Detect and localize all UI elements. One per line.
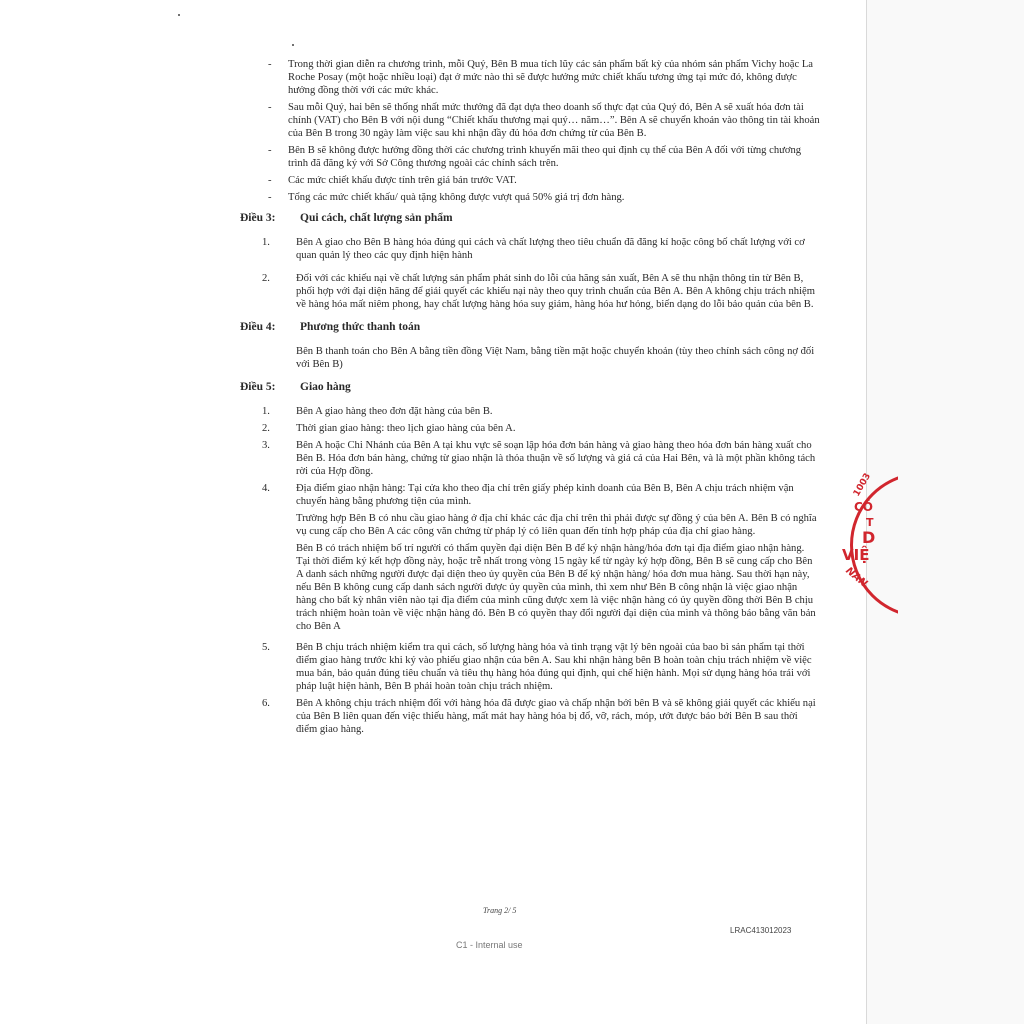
dash-marker: -: [268, 175, 272, 186]
paragraph: Trường hợp Bên B có nhu cầu giao hàng ở địa chỉ khác các địa chỉ trên thì phải được sự đồng ý của bên A. Bên B có nghĩa vụ cung cấp cho Bên A các công văn chứng từ pháp lý có liên quan đến tính hợp pháp của địa chỉ giao hàng.: [296, 513, 817, 537]
item-text: Bên B chịu trách nhiệm kiểm tra qui cách, số lượng hàng hóa và tình trạng vật lý bên ngoài của bao bì sản phẩm tại thời điểm giao hàng trước khi ký vào phiếu giao nhận của bên A. Sau khi nhận hàng bên B hoàn toàn chịu trách nhiệm về việc mua bán, bảo quản đúng tiêu chuẩn và tiêu thụ hàng hóa đúng qui định, qui chế hiện hành. Mọi sử dụng hàng hóa trái với pháp luật hiện hành, Bên B phải hoàn toàn chịu trách nhiệm.: [296, 642, 812, 692]
item-text: Bên A không chịu trách nhiệm đối với hàng hóa đã được giao và chấp nhận bởi bên B và sẽ không giải quyết các khiếu nại của Bên B liên quan đến việc thiếu hàng, mất mát hay hàng hóa bị đổ, vỡ, rách, móp, ướt được báo bởi Bên B sau thời điểm giao hàng.: [296, 698, 816, 735]
bullet-item: [240, 58, 820, 97]
article-title: Giao hàng: [300, 381, 351, 393]
item-text: Bên A giao cho Bên B hàng hóa đúng qui cách và chất lượng theo tiêu chuẩn đã đăng kí hoặc công bố chất lượng với cơ quan quản lý theo các quy định hiện hành: [296, 237, 805, 261]
classification-label: C1 - Internal use: [456, 940, 523, 950]
bullet-text: Các mức chiết khấu được tính trên giá bán trước VAT.: [288, 175, 517, 186]
numbered-item: [240, 405, 820, 418]
dash-marker: -: [268, 192, 272, 203]
seal-text: NAN: [843, 565, 870, 590]
item-text: Đối với các khiếu nại về chất lượng sản phẩm phát sinh do lỗi của hãng sản xuất, Bên A sẽ thu nhận thông tin từ Bên B, phối hợp với đại diện hãng để giải quyết các khiếu nại này theo quy trình chuẩn của Bên A. Bên A không chịu trách nhiệm về hàng hóa mất niêm phong, hay chất lượng hàng hóa suy giảm, hàng hóa hư hỏng, biến dạng do lỗi bảo quản của bên B.: [296, 273, 815, 310]
dash-marker: -: [268, 59, 272, 70]
numbered-item: [240, 236, 820, 262]
item-number: 2.: [262, 273, 270, 284]
item-number: 1.: [262, 237, 270, 248]
bullet-text: Bên B sẽ không được hưởng đồng thời các chương trình khuyến mãi theo qui định cụ thể của Bên A đối với từng chương trình đã đăng ký với Sở Công thương ngoài các chính sách trên.: [288, 145, 802, 169]
bullet-item: [240, 174, 820, 187]
article-number: Điều 4:: [240, 321, 276, 333]
seal-text: T: [866, 516, 874, 529]
item-number: 5.: [262, 642, 270, 653]
item-text: Bên A hoặc Chi Nhánh của Bên A tại khu vực sẽ soạn lập hóa đơn bán hàng và giao hàng theo hóa đơn bán hàng xuất cho Bên B. Hóa đơn bán hàng, chứng từ giao nhận là thỏa thuận về số lượng và giá cả của Hai Bên, và là một phần không tách rời của Hợp đồng.: [296, 440, 816, 477]
item-number: 1.: [262, 406, 270, 417]
item-text: Địa điểm giao nhận hàng: Tại cửa kho theo địa chỉ trên giấy phép kinh doanh của Bên B, Bên A chịu trách nhiệm vận chuyển hàng bằng phương tiện của mình.: [296, 483, 794, 507]
numbered-item: [240, 422, 820, 435]
bullet-item: [240, 101, 820, 140]
numbered-item: [240, 272, 820, 311]
item-number: 3.: [262, 440, 270, 451]
bullet-item: [240, 191, 820, 204]
item-text: Thời gian giao hàng: theo lịch giao hàng của bên A.: [296, 423, 516, 434]
article-heading: [240, 381, 820, 397]
item-text: Bên A giao hàng theo đơn đặt hàng của bên B.: [296, 406, 493, 417]
dash-marker: -: [268, 102, 272, 113]
seal-text: CÔ: [854, 500, 874, 514]
article-number: Điều 5:: [240, 381, 276, 393]
item-number: 2.: [262, 423, 270, 434]
paragraph: Bên B có trách nhiệm bố trí người có thẩm quyền đại diện Bên B để ký nhận hàng/hóa đơn tại địa điểm giao nhận hàng. Tại thời điểm ký kết hợp đồng này, hoặc trễ nhất trong vòng 15 ngày kể từ ngày ký hợp đồng, Bên B sẽ cung cấp cho Bên A danh sách những người được đại diện theo ủy quyền của Bên B để ký nhận hàng/ hóa đơn mua hàng. Sau thời hạn này, nếu Bên B không cung cấp danh sách người được ủy quyền của mình, thì xem như Bên B công nhận là việc giao nhận hàng cho bất kỳ nhân viên nào tại địa điểm của mình cũng được xem là việc nhận hàng có ủy quyền đồng thời Bên B chịu trách nhiệm hoàn toàn về việc nhận hàng đó. Bên B có quyền thay đổi người đại diện của mình và thông báo bằng văn bản cho Bên A: [296, 543, 816, 632]
bullet-text: Trong thời gian diễn ra chương trình, mỗi Quý, Bên B mua tích lũy các sản phẩm bất kỳ của nhóm sản phẩm Vichy hoặc La Roche Posay (một hoặc nhiều loại) đạt ở mức nào thì sẽ được hưởng mức chiết khấu tương ứng tại mức đó, không được hưởng đồng thời với các mức khác.: [288, 59, 814, 96]
article-number: Điều 3:: [240, 212, 276, 224]
numbered-item: [240, 482, 820, 508]
document-code: LRAC413012023: [730, 926, 792, 935]
item-number: 4.: [262, 483, 270, 494]
numbered-item: [240, 439, 820, 478]
dash-marker: -: [268, 145, 272, 156]
article-title: Qui cách, chất lượng sản phẩm: [300, 212, 453, 224]
page-number: Trang 2/ 5: [483, 906, 517, 915]
item-number: 6.: [262, 698, 270, 709]
document-body: [240, 58, 820, 740]
numbered-item: [240, 641, 820, 693]
seal-text: 1003: [851, 471, 874, 499]
article-heading: [240, 321, 820, 337]
scan-speck: [178, 14, 180, 16]
bullet-text: Tổng các mức chiết khấu/ quà tặng không được vượt quá 50% giá trị đơn hàng.: [288, 192, 625, 203]
paragraph: Bên B thanh toán cho Bên A bằng tiền đồng Việt Nam, bằng tiền mặt hoặc chuyển khoản (tùy theo chính sách công nợ đối với Bên B): [296, 346, 815, 370]
article-title: Phương thức thanh toán: [300, 321, 421, 333]
seal-text: VIỆ: [842, 546, 870, 564]
seal-text: D: [862, 528, 876, 547]
bullet-text: Sau mỗi Quý, hai bên sẽ thống nhất mức thưởng đã đạt dựa theo doanh số thực đạt của Quý đó, Bên A sẽ xuất hóa đơn tài chính (VAT) cho Bên B với nội dung “Chiết khấu thương mại quý… năm…”. Bên A sẽ chuyển khoản vào thông tin tài khoản của Bên B trong 30 ngày làm việc sau khi nhận đầy đủ hóa đơn chứng từ của Bên B.: [288, 102, 820, 139]
article-heading: [240, 212, 820, 228]
scan-speck: [292, 44, 294, 46]
bullet-item: [240, 144, 820, 170]
company-seal: [838, 468, 898, 618]
numbered-item: [240, 697, 820, 736]
